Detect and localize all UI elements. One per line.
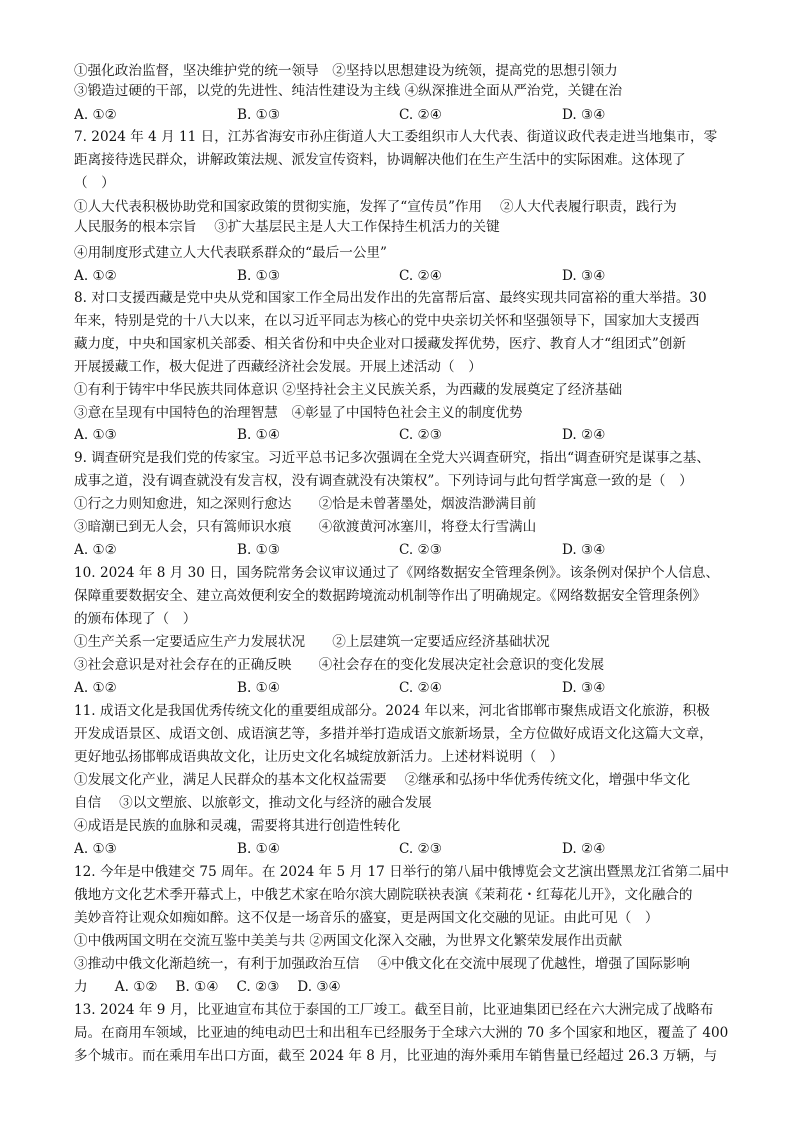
q6-option-d[interactable]: D. ③④ [562,107,606,123]
q11-stem-line: 11. 成语文化是我国优秀传统文化的重要组成部分。2024 年以来，河北省邯郸市聚焦成语文化旅游，积极 [74,703,710,719]
q11-option-b[interactable]: B. ①④ [237,841,281,857]
q11-statement-line: ①发展文化产业，满足人民群众的基本文化权益需要 ②继承和弘扬中华优秀传统文化，增强中华文化 [74,772,691,788]
q13-stem-line: 局。在商用车领域，比亚迪的纯电动巴士和出租车已经服务于全球六大洲的 70 多个国家和地区，覆盖了 400 [74,1025,729,1041]
q6-option-b[interactable]: B. ①③ [237,107,281,123]
q9-stem-line: 9. 调查研究是我们党的传家宝。习近平总书记多次强调在全党大兴调查研究，指出“调查研究是谋事之基、 [74,450,710,466]
q11-stem-line: 更好地弘扬邯郸成语典故文化，让历史文化名城绽放新活力。上述材料说明（ ） [74,749,564,765]
q10-options [74,677,730,699]
q10-stem-line: 10. 2024 年 8 月 30 日，国务院常务会议审议通过了《网络数据安全管理条例》。该条例对保护个人信息、 [74,565,720,581]
q11-option-d[interactable]: D. ②④ [562,841,606,857]
q11-stem-line: 开发成语景区、成语文创、成语演艺等，多措并举打造成语文旅新场景，全方位做好成语文化这篇大文章， [74,726,713,742]
q9-options [74,539,730,561]
q8-stem-line: 藏力度，中央和国家机关部委、相关省份和中央企业对口援藏发挥优势，医疗、教育人才“组团式”创新 [74,336,687,352]
q9-option-d[interactable]: D. ③④ [562,542,606,558]
q10-stem-line: 的颁布体现了（ ） [74,611,197,627]
q8-option-b[interactable]: B. ①④ [237,427,281,443]
q7-stem-line: 距离接待选民群众，讲解政策法规、派发宣传资料，协调解决他们在生产生活中的实际困难。这体现了 [74,152,686,168]
q7-option-b[interactable]: B. ①③ [237,268,281,284]
q7-stem-line: 7. 2024 年 4 月 11 日，江苏省海安市孙庄街道人大工委组织市人大代表、街道议政代表走进当地集市，零 [74,129,718,145]
q9-option-a[interactable]: A. ①② [74,542,117,558]
q8-stem-line: 8. 对口支援西藏是党中央从党和国家工作全局出发作出的先富帮后富、最终实现共同富裕的重大举措。30 [74,290,707,306]
q8-option-a[interactable]: A. ①③ [74,427,117,443]
q7-statement-line: ④用制度形式建立人大代表联系群众的“最后一公里” [74,245,387,261]
q13-stem-line: 13. 2024 年 9 月，比亚迪宣布其位于泰国的工厂竣工。截至目前，比亚迪集团已经在六大洲完成了战略布 [74,1002,714,1018]
q8-statement-line: ①有利于铸牢中华民族共同体意识 ②坚持社会主义民族关系，为西藏的发展奠定了经济基础 [74,382,623,398]
q6-option-c[interactable]: C. ②④ [399,107,442,123]
q6-options [74,104,730,126]
q8-stem-line: 年来，特别是党的十八大以来，在以习近平同志为核心的党中央亲切关怀和坚强领导下，国家加大支援西 [74,313,700,329]
q9-option-c[interactable]: C. ②③ [399,542,442,558]
q11-options [74,838,730,860]
q7-option-d[interactable]: D. ③④ [562,268,606,284]
q11-statement-line: ④成语是民族的血脉和灵魂，需要将其进行创造性转化 [74,818,401,834]
q10-option-c[interactable]: C. ②④ [399,680,442,696]
q8-option-d[interactable]: D. ②④ [562,427,606,443]
q7-options [74,265,730,287]
q7-option-a[interactable]: A. ①② [74,268,117,284]
q6-option-a[interactable]: A. ①② [74,107,117,123]
q8-statement-line: ③意在呈现有中国特色的治理智慧 ④彰显了中国特色社会主义的制度优势 [74,405,523,421]
q7-statement-line: 人民服务的根本宗旨 ③扩大基层民主是人大工作保持生机活力的关键 [74,219,500,235]
q6-statement-line: ①强化政治监督，坚决维护党的统一领导 ②坚持以思想建设为统领，提高党的思想引领力 [74,63,618,79]
q12-stem-line: 12. 今年是中俄建交 75 周年。在 2024 年 5 月 17 日举行的第八届中俄博览会文艺演出暨黑龙江省第二届中 [74,864,729,880]
q10-option-b[interactable]: B. ①④ [237,680,281,696]
q6-statement-line: ③锻造过硬的干部，以党的先进性、纯洁性建设为主线 ④纵深推进全面从严治党，关键在治 [74,83,623,99]
q12-stem-line: 俄地方文化艺术季开幕式上，中俄艺术家在哈尔滨大剧院联袂表演《茉莉花・红莓花儿开》，文化融合的 [74,887,693,903]
q10-statement-line: ③社会意识是对社会存在的正确反映 ④社会存在的变化发展决定社会意识的变化发展 [74,657,605,673]
q12-statement-line: ③推动中俄文化渐趋统一，有利于加强政治互信 ④中俄文化在交流中展现了优越性，增强了国际影响 [74,956,691,972]
q9-statement-line: ③暗潮已到无人会，只有篙师识水痕 ④欲渡黄河冰塞川，将登太行雪满山 [74,519,537,535]
q9-stem-line: 成事之道，没有调查就没有发言权，没有调查就没有决策权”。下列诗词与此句哲学寓意一致的是（ ） [74,473,693,489]
q9-option-b[interactable]: B. ①③ [237,542,281,558]
q11-option-a[interactable]: A. ①③ [74,841,117,857]
q8-stem-line: 开展援藏工作，极大促进了西藏经济社会发展。开展上述活动（ ） [74,359,482,375]
q7-option-c[interactable]: C. ②④ [399,268,442,284]
q7-stem-line: （ ） [74,175,115,191]
q12-statement-line: ①中俄两国文明在交流互鉴中美美与共 ②两国文化深入交融，为世界文化繁荣发展作出贡献 [74,933,623,949]
q10-stem-line: 保障重要数据安全、建立高效便利安全的数据跨境流动机制等作出了明确规定。《网络数据安全管理条例》 [74,588,707,604]
q13-stem-line: 多个城市。而在乘用车出口方面，截至 2024 年 8 月，比亚迪的海外乘用车销售量已经超过 26.3 万辆，与 [74,1048,718,1064]
q10-option-d[interactable]: D. ③④ [562,680,606,696]
q12-stem-line: 美妙音符让观众如痴如醉。这不仅是一场音乐的盛宴，更是两国文化交融的见证。由此可见（ ） [74,910,659,926]
q11-option-c[interactable]: C. ②③ [399,841,442,857]
q9-statement-line: ①行之力则知愈进，知之深则行愈达 ②恰是未曾著墨处，烟波浩渺满目前 [74,496,537,512]
q8-options [74,424,730,446]
q10-statement-line: ①生产关系一定要适应生产力发展状况 ②上层建筑一定要适应经济基础状况 [74,634,550,650]
q10-option-a[interactable]: A. ①② [74,680,117,696]
q11-statement-line: 自信 ③以文塑旅、以旅彰文，推动文化与经济的融合发展 [74,795,432,811]
q12-statement-and-options-line: 力 A. ①② B. ①④ C. ②③ D. ③④ [74,979,341,995]
q8-option-c[interactable]: C. ②③ [399,427,442,443]
q7-statement-line: ①人大代表积极协助党和国家政策的贯彻实施，发挥了“宣传员”作用 ②人大代表履行职责，践行为 [74,199,677,215]
